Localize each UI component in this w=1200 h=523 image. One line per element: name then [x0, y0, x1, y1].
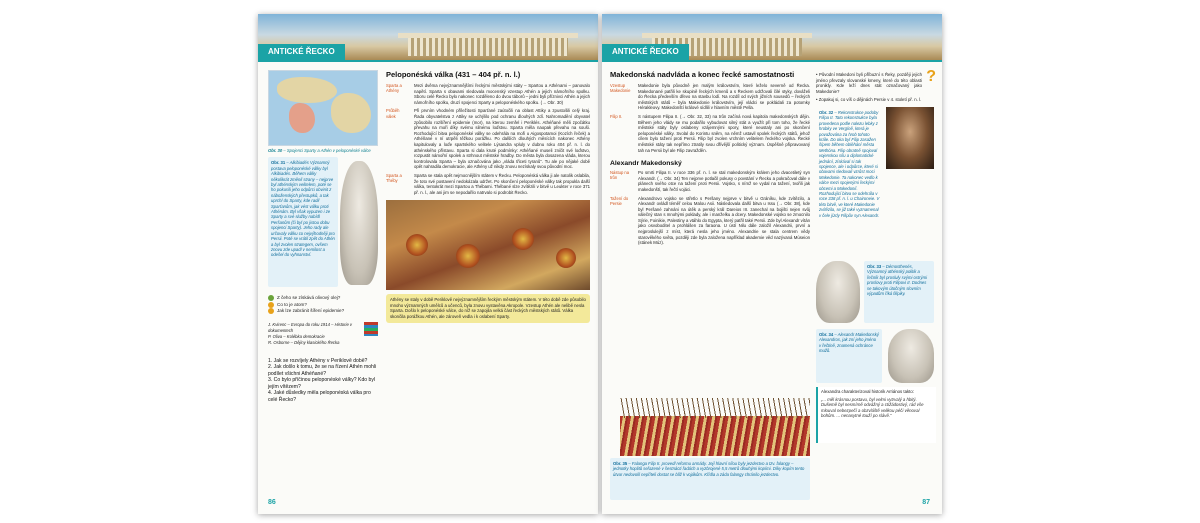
quote-intro: Alexandra charakterizoval historik Arriános takto: — [821, 388, 914, 394]
caption-text: – Alexandr Makedonský Alexandros, jak zní jeho jméno v řečtině, znamená ochránce mužů. — [819, 331, 879, 354]
map-land — [277, 77, 337, 103]
caption-text: – Spojenci Sparty a Athén v peloponéské válce — [283, 148, 371, 153]
side-bullet: • Původní Makedoni byli příbuzní s Řeky, později jejich jméno převzaly slovanské kmeny, které do této oblasti pronikly. Kde leží dnes stát označovaný jako Makedonie? — [816, 72, 923, 94]
text-section — [386, 108, 590, 173]
quote-text: „... měl krásnou postavu, byl velmi vytrvalý a hbitý. Dušemě byl nesmírně odvážný a ctižádostivý, rád vše mlouval nebezpečí a obzvláště velikou péči věnoval bohům. ... nenasytné touží po slávě.“ — [821, 396, 924, 419]
book-item: J. Kvirenc – Evropa do roku 1914 – Historie v dokumentech — [268, 322, 353, 334]
bullet-text: Původní Makedoni byli příbuzní s Řeky, později jejich jméno převzaly slovanské kmeny, které do této oblasti pronikly. Kde leží dnes stát označovaný jako Makedonie? — [816, 72, 923, 94]
caption-text: – Falanga Filip II. provedl reformu armády. Její hlavní sílou byly jezdectvo a tzv. falangy – jednotky hoplitů seřazené v šestnácti řadách a vyzbrojené 5,5 metrů dlouhými kopími. Díky kopím tento útvar nedovolil nepříteli dostat se blíž k vojákům. Křídla a záda falangy chránilo jezdectvo. — [613, 461, 805, 477]
figure-label: Obr. 33 — [867, 263, 882, 269]
figure-label: Obr. 34 — [819, 331, 834, 337]
figure-33 — [816, 261, 936, 327]
question-text: Jak lze zabránit šíření epidemie? — [277, 308, 345, 314]
text-section — [610, 114, 810, 156]
right-page — [602, 14, 942, 514]
spears-image — [620, 398, 810, 418]
question-item — [268, 308, 378, 314]
book-item: R. Osborne – Dějiny klasického Řecka — [268, 340, 340, 346]
chapter-tab: ANTICKÉ ŘECKO — [258, 44, 345, 60]
question-text: Co to je atom? — [277, 301, 307, 307]
review-questions — [268, 358, 378, 403]
summary-box: Athény se staly v době Periklově nejvýznamnějším řeckým městským státem. V této době zde působilo mnoho významných umělců a učenců, byla znovu vystavěna Akropole. Vzestup Athén ale nelibě nesla Sparta. Došlo k peloponéské válce, do níž se zapojila velká část řeckých městských států. Válka skončila porážkou Athén, ale zároveň vedla i k oslabení Sparty. — [386, 294, 590, 322]
figure-34 — [816, 329, 936, 385]
margin-note: Vzestup Makedonie — [610, 83, 631, 94]
paragraph: Mezi dvěma nejvýznamnějšími řeckými městskými státy – Spartou a Athénami – panovalo napětí. Sparta s obavami sledovala mocenský vzestup Athén a jejich námořního spolku. Sboru celé Řecko bylo nakonec rozděleno do dvou táborů – jedni byli příznivci Athén a jejich námořního spolku, druzí spojenci Sparty a peloponéského spolku. (→ Obr. 30) — [414, 83, 590, 105]
margin-note: Filip II. — [610, 113, 623, 119]
paragraph: Při prvním vhodném příležitosti Sparťané zaútočili na oblast Attiky a zpustošili celý kraj. Řada obyvatelstva z Attiky se uchýlilo pod ochranu dlouhých zdí. Nahromadění obyvatel způsobilo rozšíření epidemie (mor), na kterou zemřel i Periklés. Athéňané měli zpočátku převahu na moři díky svému silnému loďstvu. Sparta měla naopak převahu na souši. Rozhodující bitva peloponéské války se odehrála na moři u Aigospotamoi (Kozích řeček) a Athéňané v ní utrpěli těžkou porážku. Po dalších dlouhých měsících nakonec Athény kapitulovaly a loďe spartského velitele Lýsandra vpluly v dubnu roku 404 př. n. l. do athénského přístavu. Sparta si dala kruté podmínky: Athéňané museli zničit své loďstvo, rozpustit námořní spolek a strhnout městské hradby. Do města byla dosazena vláda, kterou kontrolovala Sparta – byla označována jako „vláda třiceti tyranů“. Tu ale po nějaké době opět nahradila demokracie, ale Athény už nikdy znovu nezískaly svou původní moc. — [414, 108, 590, 170]
question-icon — [268, 302, 274, 308]
figure-32-caption — [816, 107, 934, 257]
text-section — [610, 170, 810, 195]
figure-label: Obr. 30 — [268, 148, 283, 153]
figure-31 — [268, 157, 378, 289]
battle-image — [386, 200, 590, 290]
question-icon — [268, 308, 274, 314]
temple-columns — [408, 38, 568, 56]
figure-30-caption — [268, 148, 378, 153]
subsection-title: Alexandr Makedonský — [610, 160, 682, 168]
paragraph: Sparta se stala opět nejmocnějším státem v Řecku. Peloponéská válka ji ale natolik oslabila, že toto své postavení nedokázala udržet. Po skončení peloponéské války tak propukla další válka, tentokrát mezi Spartou a Thébami. Thébané slze zvítězili v bitvě u Leukter v roce 371 př. n. l., ale ani jim se nepodařilo natrvalo si podrobit Řecko. — [414, 172, 590, 195]
figure-31-caption — [268, 157, 338, 287]
text-section — [610, 83, 810, 114]
margin-note: Nástup na trůn — [610, 170, 630, 181]
review-question: 4. Jaké důsledky měla peloponéská válka pro celé Řecko? — [268, 390, 371, 403]
paragraph: Po smrti Filipa II. v roce 336 př. n. l. se stal makedonským králem jeho dvacetiletý syn Alexandr. (→ Obr. 34) Ten nejprve potlačil pokusy o povstání v Řecku a pokračoval dále v plánech svého otce na tažení proti Persii. Vojsko, s nímž se vydal na tažení, tvořili jak makedonští, tak řečtí vojáci. — [638, 170, 810, 192]
caption-text: – Alkibiadés Významný postava peloponéské války byl Alkibiadés. Během války několikrát změnil strany – nejprve byl athénským velitelem, poté se ho pokusili jeho odpůrci obvinit z náboženských přestupků, a tak uprchl do Sparty, kde radil Sparťanům, jak vést válku proti Athénám. Byl však vypuzen i ze Sparty a své služby nabídl Peršanům (či byl po jistou dobu spojenci Sparty). Jeho rady ale určovaly válku co nejvýhodněji pro Persii. Poté se vrátil zpět do Athén a byl zvolen strategem, ovšem znovu zde upadl v nemilost a odešel do vyhnanství. — [271, 160, 335, 258]
section-title: Peloponéská válka (431 – 404 př. n. l.) — [386, 70, 521, 79]
section-title: Makedonská nadvláda a konec řecké samostatnosti — [610, 70, 795, 79]
review-question: 2. Jak došlo k tomu, že se na řízení Athén mohli podílet všichni Athéňané? — [268, 364, 377, 377]
figure-34-caption — [816, 329, 882, 383]
margin-note: Průběh válek — [386, 108, 400, 119]
icon-questions — [268, 295, 378, 314]
figure-label: Obr. 35 — [613, 461, 628, 466]
paragraph: S nástupem Filipa II. (→ Obr. 32, 33) na trůn začíná nová kapitola makedonských dějin. Během jeho vlády se mu podařilo vybudovat silný stát a využít při tom toho, že řecké městské státy byly oslabeny vzájemnými spory, které neustaly ani po skončení peloponéské války. Svolal do Korintu sněm, na němž ustavil spolek řeckých států, jehož cílem bylo tažení proti Persii. Filip byl zvolen vrchním velitelem řeckého vojska. Řecké městské státy tak nepřímo ztratily svou dřívější politický význam. Úspěšně připravovaný tah na Persii byl ale Filip zavražděn. — [638, 113, 810, 153]
question-text: Z čeho se získává olivový olej? — [277, 295, 341, 301]
margin-note: Sparta a Théby — [386, 172, 402, 184]
caption-text: – Rekonstrukce podoby Filipa II. Tato rekonstrukce byla provedena podle nalezu lebky z hrobky ve Vergíně, která je považována za hrob tohoto krále. Do oka byl Filip zasažen šípem během obléhání města Methóna. Filip obratně spojoval vojenskou sílu a diplomatické jednání, získával si tak spojence, ale i odpůrce, které si obavami sledovali vzrůst moci Makedonie. Ta nakonec vedlo k válce mezi spojenými řeckými obcemi a Makedonií. Rozhodující bitva se odehrála v roce 338 př. n. l. u Chaironeie. V této bitvě, ve které Makedonie zvítězila, se již také vyznamenal v čele jízdy Filipův syn Alexandr. — [819, 109, 880, 218]
text-section — [610, 196, 810, 249]
phalanx-image — [620, 416, 810, 456]
map-image — [268, 70, 378, 146]
book-list — [268, 322, 378, 346]
left-sidebar — [268, 70, 378, 403]
review-question: 3. Co bylo příčinou peloponéské války? Kdo byl jejím vítězem? — [268, 377, 376, 390]
right-main-column — [610, 70, 810, 249]
book-item: P. Oliva – Kolébka demokracie — [268, 334, 325, 340]
figure-35-caption — [610, 458, 810, 500]
figure-33-caption — [864, 261, 934, 323]
question-icon: ? — [926, 68, 936, 85]
left-main-column — [386, 70, 590, 323]
header-stripe — [258, 60, 598, 62]
left-page — [258, 14, 598, 514]
chapter-tab: ANTICKÉ ŘECKO — [602, 44, 689, 60]
demosthenes-bust-image — [816, 261, 860, 323]
header-stripe — [602, 60, 942, 62]
books-icon — [364, 322, 378, 336]
text-section — [386, 83, 590, 108]
paragraph: Alexandrovo vojsko se střetlo s Peršany nejprve v bitvě u Gráníku, kde zvítězilo, a Alexandr ovládl téměř celou Malou Asii. Následovala další bitva u Issu (→ Obr. 38), kde byl Peršané zahnáni na útěk a perský král Dareios III. zanechal na bojišti nejen svůj válečný stan s mnohými poklady, ale i manželku a dcery. Makedonské vojsko se zmocnilo Sýrie, Foinikie, Palestiny a vtáhlo do Egypta, který patřil také Persii. Zde byl Alexandr vítán jako osvoboditel a prohlášen za faraona. U ústí Nilu dále založil Alexandrii, první a nejproslulejší z míst, která nesla jeho jméno. Alexandrie se stala centrem vědy starověkého světa, později zde byla založena například akademie věd nazývaná Múseion (stánek Múz). — [638, 195, 810, 246]
page-number: 86 — [268, 499, 276, 506]
caption-text: – Démosthenés, Významný athénský politik a řečník byl prosluly svými ostrými proslovy proti Filipovi II. Dodnes se takovým útočným slovním výpadům říká filipiky. — [867, 263, 928, 296]
side-bullet: • Zopakuj si, co víš o dějinách Persie v 4. století př. n. l. — [816, 97, 922, 103]
alexander-bust-image — [888, 329, 934, 383]
review-question: 1. Jak se rozvíjely Athény v Periklově době? — [268, 358, 368, 365]
margin-note: Tažení do Persie — [610, 195, 629, 206]
quote-box — [816, 387, 936, 443]
figure-label: Obr. 32 — [819, 109, 834, 115]
figure-label: Obr. 31 — [271, 160, 286, 166]
bullet-text: Zopakuj si, co víš o dějinách Persie v 4. století př. n. l. — [818, 97, 922, 103]
alkibiades-bust-image — [340, 161, 378, 285]
olive-icon — [268, 295, 274, 301]
figure-35 — [610, 416, 810, 504]
map-land — [289, 103, 315, 133]
right-sidebar — [816, 68, 936, 443]
paragraph: Makedonie byla původně jen malým královstvím, které leželo severně od Řecka. Makedonané patřili ke skupině řeckých kmenů a s Řeckem udržovali čilé styky, dováželi do Řecka především dřevo na stavbu lodí. Na rozdíl od svých jižních sousedů – řeckých městských států – byla Makedonie královstvím, její vládci se pokládali za potomky Hérakleovy. Makedonští králové sídlili v hlavním městě Pella. — [638, 83, 810, 111]
text-section — [386, 173, 590, 198]
margin-note: Sparta a Athény — [386, 83, 402, 94]
map-land — [331, 93, 371, 133]
figure-32 — [816, 107, 936, 257]
page-number: 87 — [922, 499, 930, 506]
